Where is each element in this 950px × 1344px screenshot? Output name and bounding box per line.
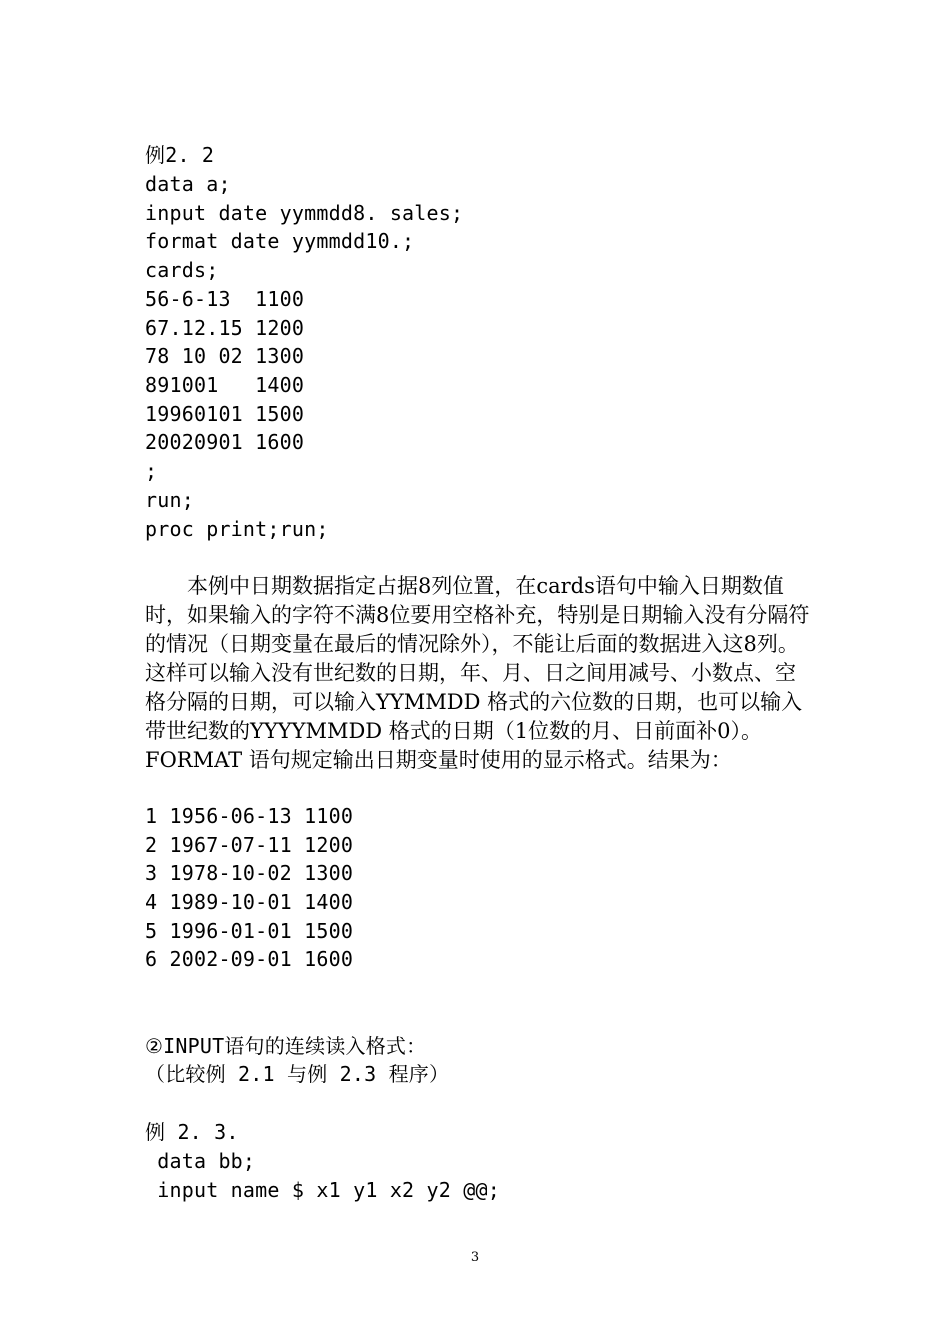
result-row: 3 1978-10-02 1300	[145, 861, 354, 885]
result-row: 2 1967-07-11 1200	[145, 833, 354, 857]
code-line: 19960101 1500	[145, 402, 305, 426]
code-line: proc print;run;	[145, 517, 329, 541]
example-heading: 例 2. 3.	[145, 1120, 239, 1144]
result-row: 6 2002-09-01 1600	[145, 947, 354, 971]
explanation-text: 本例中日期数据指定占据8列位置，在cards语句中输入日期数值时，如果输入的字符不满8位要用空格补充，特别是日期输入没有分隔符的情况（日期变量在最后的情况除外），不能让后面的数据进入这8列。这样可以输入没有世纪数的日期，年、月、日之间用减号、小数点、空格分隔的日期，可以输入YYMMDD 格式的六位数的日期，也可以输入带世纪数的YYYYMMDD 格式的日期（1位数的月、日前面补0）。FORMAT 语句规定输出日期变量时使用的显示格式。结果为：	[145, 574, 810, 772]
result-row: 5 1996-01-01 1500	[145, 919, 354, 943]
code-line: input name $ x1 y1 x2 y2 @@;	[145, 1178, 500, 1202]
code-line: run;	[145, 488, 194, 512]
code-line: ;	[145, 459, 158, 483]
section-subtitle: （比较例 2.1 与例 2.3 程序）	[145, 1062, 450, 1086]
example-heading: 例2. 2	[145, 143, 215, 167]
explanation-paragraph	[145, 572, 813, 775]
code-line: data a;	[145, 172, 231, 196]
code-line: 56-6-13 1100	[145, 287, 305, 311]
code-line: 20020901 1600	[145, 430, 305, 454]
code-line: 78 10 02 1300	[145, 344, 305, 368]
page-number: 3	[470, 1250, 480, 1265]
code-line: format date yymmdd10.;	[145, 229, 415, 253]
section-title: ②INPUT语句的连续读入格式：	[145, 1034, 427, 1058]
result-row: 1 1956-06-13 1100	[145, 804, 354, 828]
code-line: 67.12.15 1200	[145, 316, 305, 340]
code-line: 891001 1400	[145, 373, 305, 397]
code-line: input date yymmdd8. sales;	[145, 201, 464, 225]
code-line: data bb;	[145, 1149, 256, 1173]
code-line: cards;	[145, 258, 219, 282]
result-row: 4 1989-10-01 1400	[145, 890, 354, 914]
